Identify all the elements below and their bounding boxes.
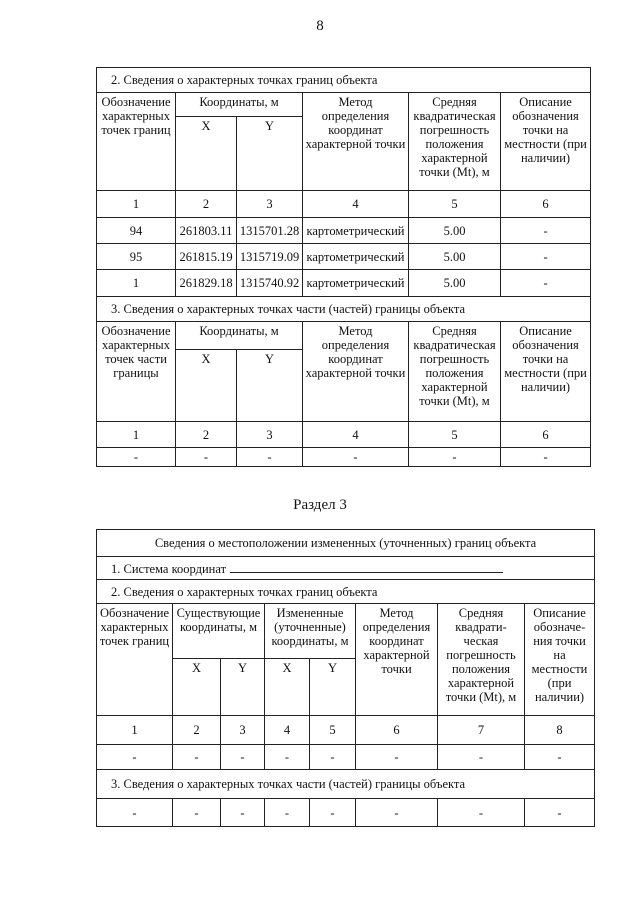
section-heading-part-points: 3. Сведения о характерных точках части (частей) границы объекта <box>97 770 595 799</box>
point-method: картометрический <box>303 244 409 270</box>
header-description: Описание обозначе-ния точки на местности (при наличии) <box>525 604 595 716</box>
col-number: 6 <box>356 716 438 745</box>
empty-cell: - <box>97 448 176 467</box>
col-number: 3 <box>237 191 303 218</box>
col-number: 4 <box>303 191 409 218</box>
point-x: 261803.11 <box>176 218 237 244</box>
col-number: 4 <box>265 716 310 745</box>
section-3-title: Раздел 3 <box>293 497 347 513</box>
header-x: X <box>176 350 237 422</box>
point-description: - <box>501 218 591 244</box>
point-description: - <box>501 244 591 270</box>
point-id: 1 <box>97 270 176 297</box>
point-description: - <box>501 270 591 297</box>
empty-cell: - <box>173 799 221 827</box>
empty-cell: - <box>409 448 501 467</box>
header-x: X <box>265 659 310 716</box>
point-id: 95 <box>97 244 176 270</box>
empty-cell: - <box>221 799 265 827</box>
col-number: 5 <box>409 422 501 448</box>
header-error: Средняя квадратическая погрешность положения характерной точки (Mt), м <box>409 322 501 422</box>
empty-cell: - <box>237 448 303 467</box>
point-method: картометрический <box>303 218 409 244</box>
col-number: 4 <box>303 422 409 448</box>
empty-cell: - <box>438 799 525 827</box>
header-y: Y <box>237 117 303 191</box>
header-designation: Обозначение характерных точек границ <box>97 93 176 191</box>
table-row <box>97 218 591 244</box>
col-number: 1 <box>97 716 173 745</box>
point-y: 1315719.09 <box>237 244 303 270</box>
header-y: Y <box>310 659 356 716</box>
header-designation-part: Обозначение характерных точек части границы <box>97 322 176 422</box>
point-y: 1315740.92 <box>237 270 303 297</box>
header-x: X <box>176 117 237 191</box>
col-number: 2 <box>173 716 221 745</box>
empty-cell: - <box>525 799 595 827</box>
empty-cell: - <box>265 799 310 827</box>
point-x: 261829.18 <box>176 270 237 297</box>
col-number: 3 <box>237 422 303 448</box>
header-x: X <box>173 659 221 716</box>
table-row <box>97 244 591 270</box>
changed-boundaries-table <box>96 529 595 827</box>
section-heading-part-points: 3. Сведения о характерных точках части (частей) границы объекта <box>97 297 591 322</box>
section-heading-boundary-points: 2. Сведения о характерных точках границ объекта <box>97 580 595 604</box>
col-number: 6 <box>501 422 591 448</box>
header-method: Метод определения координат характерной точки <box>356 604 438 716</box>
coord-system-label: 1. Система координат <box>111 561 227 576</box>
page-number: 8 <box>316 18 324 34</box>
empty-cell: - <box>221 745 265 770</box>
empty-cell: - <box>265 745 310 770</box>
empty-cell: - <box>176 448 237 467</box>
point-error: 5.00 <box>409 270 501 297</box>
empty-cell: - <box>525 745 595 770</box>
header-error: Средняя квадратическая погрешность положения характерной точки (Mt), м <box>409 93 501 191</box>
empty-cell: - <box>303 448 409 467</box>
point-x: 261815.19 <box>176 244 237 270</box>
col-number: 2 <box>176 191 237 218</box>
header-coordinates: Координаты, м <box>176 322 303 350</box>
point-error: 5.00 <box>409 244 501 270</box>
empty-cell: - <box>310 799 356 827</box>
col-number: 3 <box>221 716 265 745</box>
header-error: Средняя квадрати-ческая погрешность положения характерной точки (Mt), м <box>438 604 525 716</box>
empty-cell: - <box>97 799 173 827</box>
section-heading-boundary-points: 2. Сведения о характерных точках границ объекта <box>97 68 591 93</box>
empty-cell: - <box>356 745 438 770</box>
header-coordinates: Координаты, м <box>176 93 303 117</box>
col-number: 7 <box>438 716 525 745</box>
point-error: 5.00 <box>409 218 501 244</box>
col-number: 2 <box>176 422 237 448</box>
empty-cell: - <box>173 745 221 770</box>
col-number: 6 <box>501 191 591 218</box>
col-number: 8 <box>525 716 595 745</box>
coord-system-blank <box>230 561 503 573</box>
table-row <box>97 448 591 467</box>
point-id: 94 <box>97 218 176 244</box>
table-row <box>97 745 595 770</box>
boundary-points-table <box>96 67 591 467</box>
col-number: 5 <box>409 191 501 218</box>
header-changed-coords: Измененные (уточненные) координаты, м <box>265 604 356 659</box>
header-description: Описание обозначения точки на местности (при наличии) <box>501 93 591 191</box>
point-method: картометрический <box>303 270 409 297</box>
header-existing-coords: Существующие координаты, м <box>173 604 265 659</box>
coord-system-row <box>97 557 595 580</box>
empty-cell: - <box>97 745 173 770</box>
empty-cell: - <box>501 448 591 467</box>
point-y: 1315701.28 <box>237 218 303 244</box>
header-y: Y <box>237 350 303 422</box>
empty-cell: - <box>356 799 438 827</box>
empty-cell: - <box>438 745 525 770</box>
table-row <box>97 270 591 297</box>
col-number: 1 <box>97 191 176 218</box>
table-title: Сведения о местоположении измененных (уточненных) границ объекта <box>97 530 595 557</box>
table-row <box>97 799 595 827</box>
header-method: Метод определения координат характерной точки <box>303 322 409 422</box>
header-y: Y <box>221 659 265 716</box>
col-number: 1 <box>97 422 176 448</box>
col-number: 5 <box>310 716 356 745</box>
header-description: Описание обозначения точки на местности (при наличии) <box>501 322 591 422</box>
empty-cell: - <box>310 745 356 770</box>
header-designation: Обозначение характерных точек границ <box>97 604 173 716</box>
header-method: Метод определения координат характерной точки <box>303 93 409 191</box>
